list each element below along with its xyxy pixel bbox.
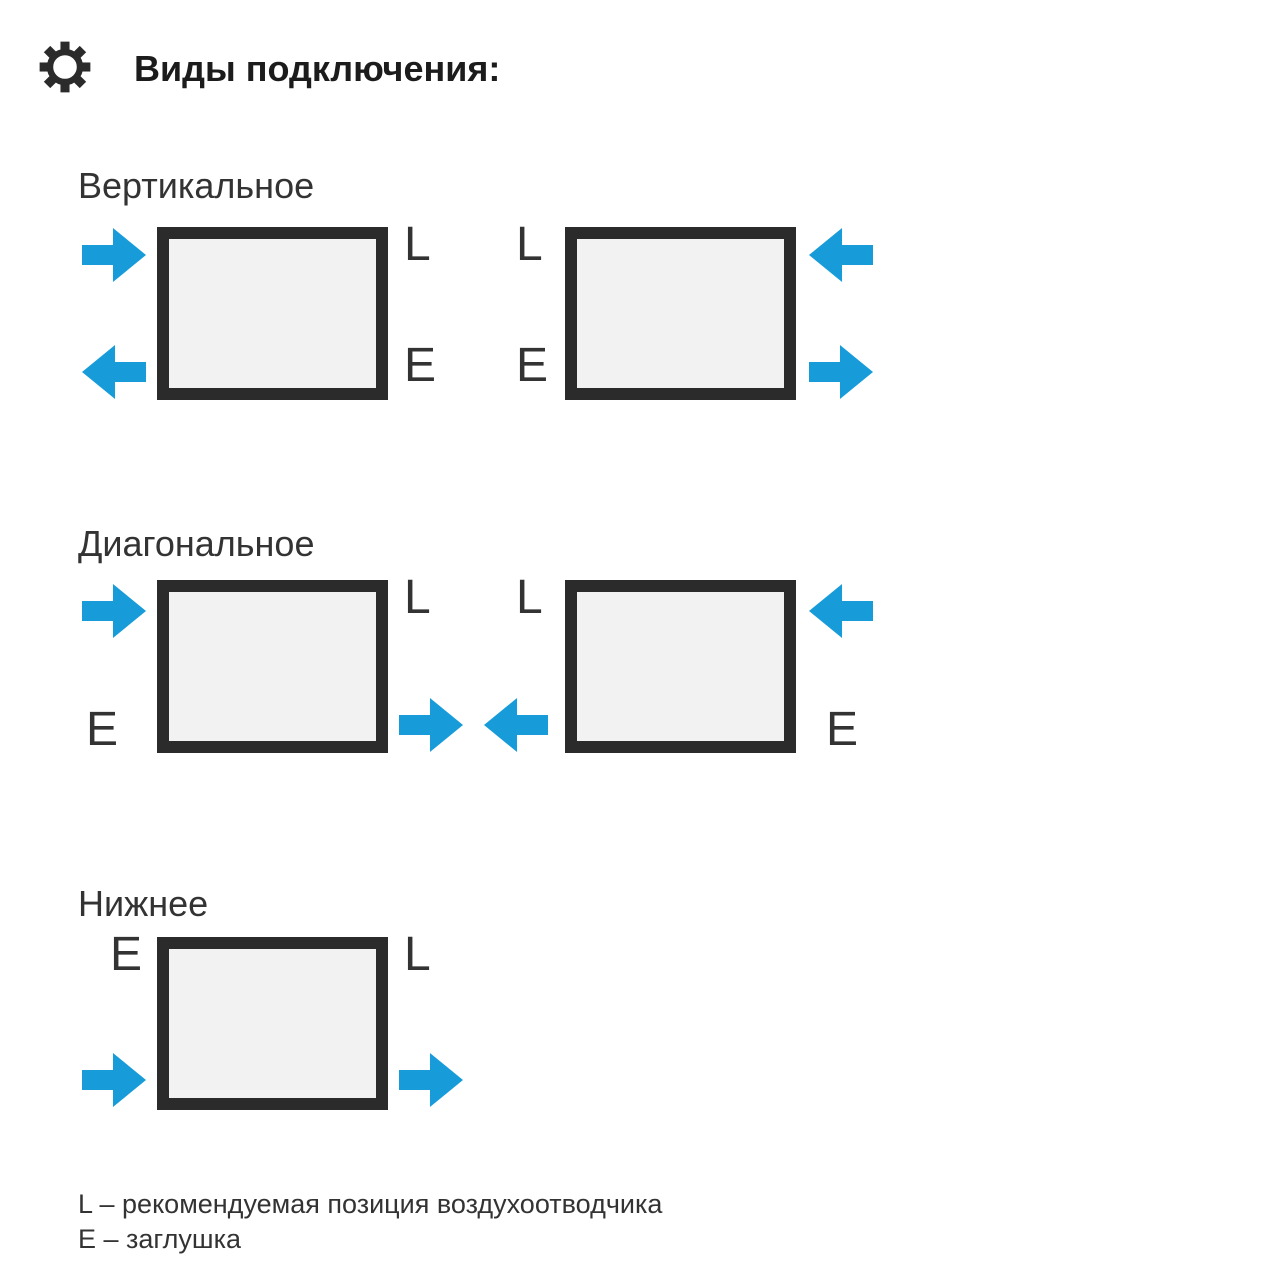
port-label-plug: E	[826, 703, 859, 756]
port-label-air-vent: L	[404, 218, 431, 271]
radiator-rect	[157, 580, 388, 753]
flow-arrow-left-icon	[809, 584, 873, 638]
port-label-plug: E	[86, 703, 119, 756]
section-title-diagonal: Диагональное	[78, 523, 315, 564]
flow-arrow-right-icon	[399, 698, 463, 752]
port-label-plug: E	[516, 339, 549, 392]
flow-arrow-right-icon	[809, 345, 873, 399]
port-label-air-vent: L	[516, 571, 543, 624]
legend-line-plug: E – заглушка	[78, 1224, 242, 1254]
flow-arrow-right-icon	[82, 1053, 146, 1107]
gear-icon	[36, 38, 94, 101]
section-title-bottom: Нижнее	[78, 883, 209, 924]
port-label-plug: E	[110, 928, 143, 981]
radiator-rect	[157, 227, 388, 400]
flow-arrow-left-icon	[484, 698, 548, 752]
radiator-rect	[565, 580, 796, 753]
port-label-plug: E	[404, 339, 437, 392]
flow-arrow-right-icon	[82, 584, 146, 638]
section-title-vertical: Вертикальное	[78, 165, 315, 206]
flow-arrow-right-icon	[82, 228, 146, 282]
flow-arrow-left-icon	[809, 228, 873, 282]
flow-arrow-right-icon	[399, 1053, 463, 1107]
radiator-rect	[157, 937, 388, 1110]
flow-arrow-left-icon	[82, 345, 146, 399]
port-label-air-vent: L	[404, 571, 431, 624]
port-label-air-vent: L	[516, 218, 543, 271]
port-label-air-vent: L	[404, 928, 431, 981]
radiator-rect	[565, 227, 796, 400]
page-title: Виды подключения:	[134, 48, 501, 89]
legend-line-air-vent: L – рекомендуемая позиция воздухоотводчика	[78, 1189, 663, 1219]
